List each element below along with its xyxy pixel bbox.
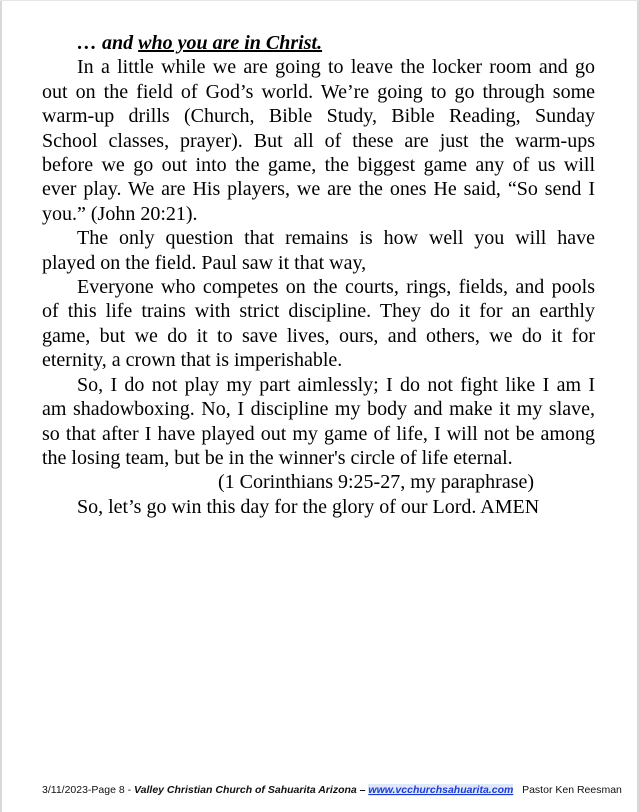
text-line: out on the field of God’s world. We’re going to go through some — [42, 80, 595, 103]
heading-underlined: who you are in Christ. — [138, 32, 323, 54]
text-line: you.” (John 20:21). — [42, 202, 198, 225]
page-edge-left — [0, 0, 2, 812]
page-edge-top — [0, 0, 639, 1]
text-line: The only question that remains is how well you will have — [77, 227, 595, 250]
quote-line: eternity, a crown that is imperishable. — [42, 349, 343, 372]
scripture-citation: (1 Corinthians 9:25-27, my paraphrase) — [218, 471, 535, 494]
footer-church: Valley Christian Church of Sahuarita Arizona – — [134, 784, 369, 796]
text-line: warm-up drills (Church, Bible Study, Bible Reading, Sunday — [42, 105, 595, 128]
quote-line: so that after I have played out my game of life, I will not be among — [42, 422, 595, 445]
heading-prefix: … and — [77, 32, 139, 54]
document-body — [42, 31, 595, 519]
quote-line: of this life trains with strict discipline. They do it for an earthly — [42, 300, 595, 323]
quote-line: So, I do not play my part aimlessly; I do not fight like I am I — [77, 373, 595, 396]
text-line: ever play. We are His players, we are the ones He said, “So send I — [42, 178, 595, 201]
section-heading — [42, 31, 595, 55]
quote-line: game, but we do it to save lives, ours, and others, we do it for — [42, 324, 595, 347]
quote-line: the losing team, but be in the winner's circle of life eternal. — [42, 446, 513, 469]
page-footer — [42, 784, 622, 796]
footer-date-page: 3/11/2023-Page 8 - — [42, 784, 135, 796]
text-line: In a little while we are going to leave the locker room and go — [77, 56, 595, 79]
quote-line: am shadowboxing. No, I discipline my body and make it my slave, — [42, 398, 595, 421]
text-line: played on the field. Paul saw it that way, — [42, 251, 367, 274]
closing-line: So, let’s go win this day for the glory of our Lord. AMEN — [77, 495, 540, 518]
footer-website-link[interactable]: www.vcchurchsahuarita.com — [368, 784, 514, 796]
quote-line: Everyone who competes on the courts, rings, fields, and pools — [77, 276, 595, 299]
text-line: before we go out into the game, the biggest game any of us will — [42, 154, 595, 177]
text-line: School classes, prayer). But all of these are just the warm-ups — [42, 129, 595, 152]
footer-pastor: Pastor Ken Reesman — [522, 784, 622, 796]
